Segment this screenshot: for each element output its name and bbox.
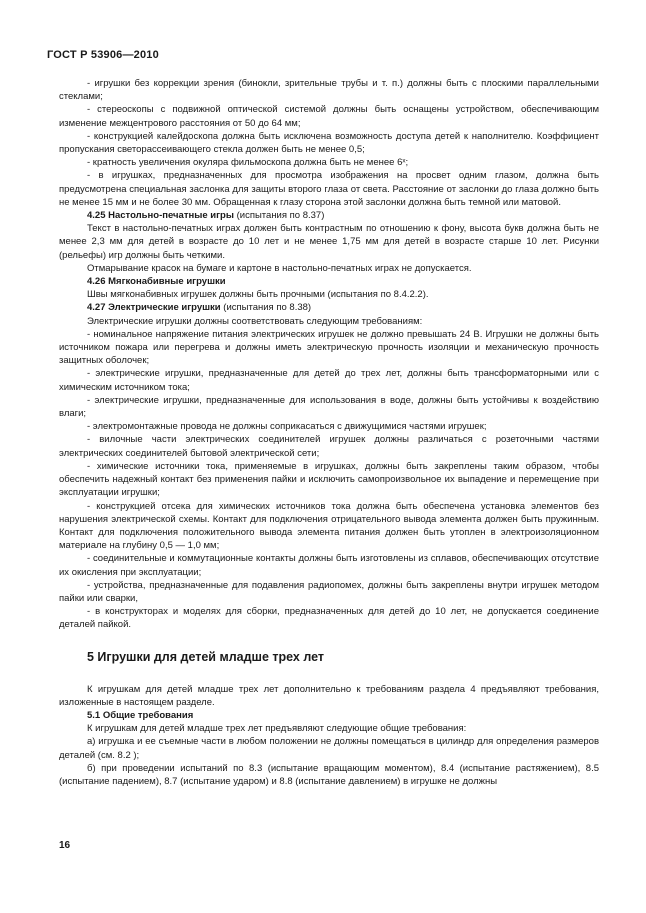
paragraph: Электрические игрушки должны соответствовать следующим требованиям: (87, 315, 423, 327)
subsection-title: 4.27 Электрические игрушки (87, 302, 221, 314)
paragraph: - стереоскопы с подвижной оптической системой должны быть оснащены устройством, обеспечивающим изменение межцентрового расстояния от 50 до 64 мм; (59, 104, 599, 129)
paragraph: - электромонтажные провода не должны соприкасаться с движущимися частями игрушек; (87, 421, 487, 433)
paragraph: - игрушки без коррекции зрения (бинокли, зрительные трубы и т. п.) должны быть с плоскими параллельными стеклами; (59, 78, 599, 103)
paragraph: - электрические игрушки, предназначенные для детей до трех лет, должны быть трансформаторными или с химическим источником тока; (59, 368, 599, 393)
subsection-heading (59, 209, 599, 222)
paragraph: Швы мягконабивных игрушек должны быть прочными (испытания по 8.4.2.2). (87, 289, 429, 301)
subsection-title: 5.1 Общие требования (87, 709, 194, 721)
paragraph: б) при проведении испытаний по 8.3 (испытание вращающим моментом), 8.4 (испытание растяжением), 8.5 (испытание падением), 8.7 (испытание ударом) и 8.8 (испытание давлением) в игрушке не должны (59, 762, 599, 787)
paragraph: - конструкцией отсека для химических источников тока должна быть обеспечена установка элементов без нарушения электрической схемы. Контакт для подключения отрицательного вывода элемента должен быть пружинным. Контакт для подключения положительного вывода элемента питания должен быть утоплен в электроизоляционном материале на глубину 0,5 — 1,0 мм; (59, 500, 599, 552)
paragraph: - кратность увеличения окуляра фильмоскопа должна быть не менее 6ˣ; (87, 157, 409, 169)
page-number: 16 (59, 840, 71, 851)
standard-designation: ГОСТ Р 53906—2010 (47, 49, 159, 61)
paragraph: - электрические игрушки, предназначенные для использования в воде, должны быть устойчивы к воздействию влаги; (59, 394, 599, 420)
subsection-title: 4.26 Мягконабивные игрушки (87, 276, 226, 288)
paragraph: - конструкцией калейдоскопа должна быть исключена возможность доступа детей к наполнителю. Коэффициент пропускания светорассеивающего стекла должен быть не менее 0,5; (59, 130, 599, 156)
subsection-heading (59, 275, 599, 288)
paragraph: - номинальное напряжение питания электрических игрушек не должно превышать 24 В. Игрушки не должны быть источником пожара или перегрева и должны иметь электрическую прочность изоляции и механическую прочность защитных оболочек; (59, 328, 599, 367)
paragraph: - вилочные части электрических соединителей игрушек должны различаться с розеточными частями электрических соединителей бытовой электрической сети; (59, 434, 599, 459)
paragraph: - химические источники тока, применяемые в игрушках, должны быть закреплены таким образом, чтобы обеспечить надежный контакт без применения пайки и исключить самопроизвольное их выпадение и перемещение при эксплуатации игрушки; (59, 460, 599, 499)
section-heading: 5 Игрушки для детей младше трех лет (87, 649, 325, 664)
subsection-title: 4.25 Настольно-печатные игры (87, 210, 234, 222)
paragraph: - соединительные и коммутационные контакты должны быть изготовлены из сплавов, обеспечивающих отсутствие их окисления при эксплуатации; (59, 553, 599, 578)
subsection-test-reference: (испытания по 8.37) (233, 210, 325, 222)
paragraph: К игрушкам для детей младше трех лет дополнительно к требованиям раздела 4 предъявляют требования, изложенные в настоящем разделе. (59, 683, 599, 708)
paragraph: - в игрушках, предназначенных для просмотра изображения на просвет одним глазом, должна быть предусмотрена специальная заслонка для защиты второго глаза от света. Расстояние от заслонки до глаза должно быть не менее 15 мм и не более 30 мм. Обращенная к глазу сторона этой заслонки должна быть темной или матовой. (59, 170, 599, 208)
paragraph: К игрушкам для детей младше трех лет предъявляют следующие общие требования: (87, 723, 467, 735)
subsection-heading (59, 301, 599, 314)
subsection-test-reference: (испытания по 8.38) (220, 302, 312, 314)
paragraph: а) игрушка и ее съемные части в любом положении не должны помещаться в цилиндр для определения размеров деталей (см. 8.2 ); (59, 736, 599, 761)
paragraph: Отмарывание красок на бумаге и картоне в настольно-печатных играх не допускается. (87, 262, 472, 274)
document-body (59, 77, 599, 788)
paragraph: - устройства, предназначенные для подавления радиопомех, должны быть закреплены внутри игрушек методом пайки или сварки, (59, 579, 599, 604)
subsection-heading (59, 709, 599, 722)
paragraph: Текст в настольно-печатных играх должен быть контрастным по отношению к фону, высота букв должна быть не менее 2,3 мм для детей в возрасте до 10 лет и не менее 1,75 мм для детей в возрасте старше 10 лет. Рисунки (рельефы) игр должны быть четкими. (59, 223, 599, 261)
paragraph: - в конструкторах и моделях для сборки, предназначенных для детей до 10 лет, не допускается соединение деталей пайкой. (59, 606, 599, 631)
